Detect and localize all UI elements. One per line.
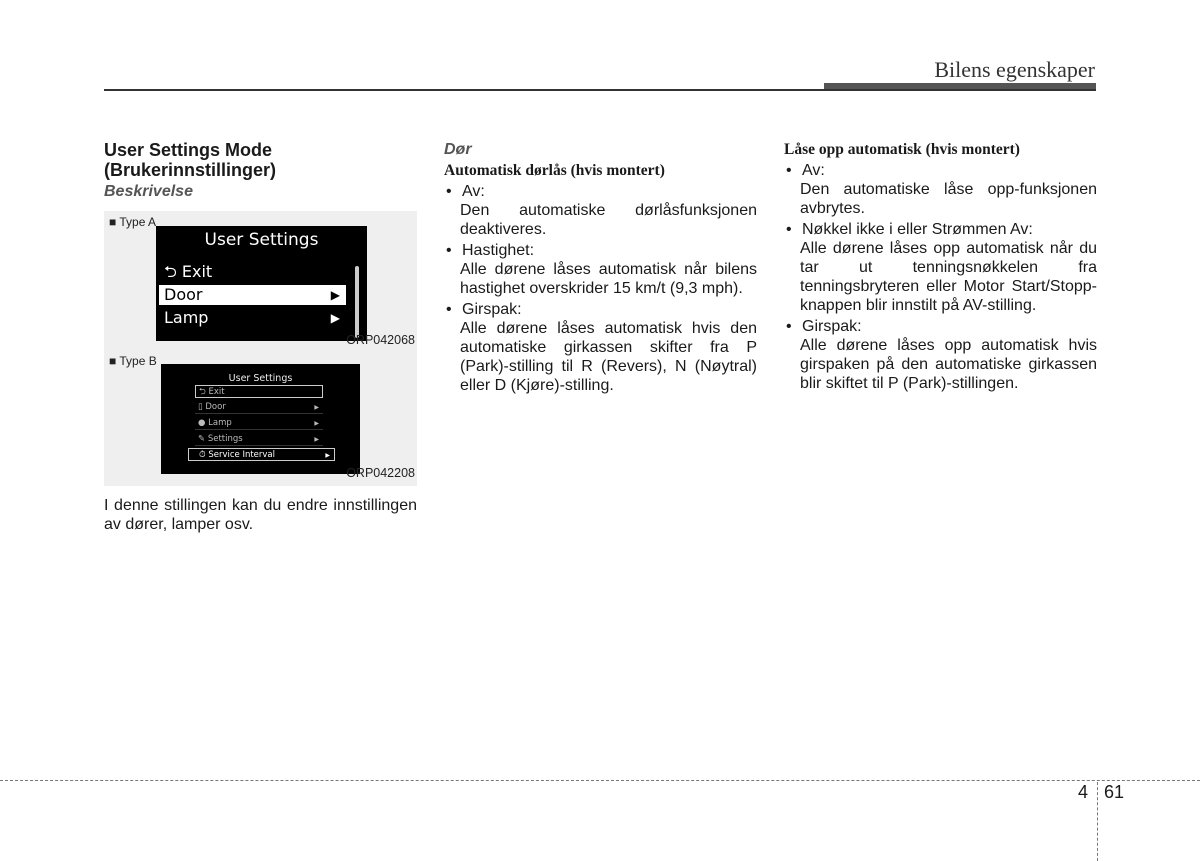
display-screen-type-b — [161, 364, 360, 474]
bullet-dot: • — [446, 183, 452, 200]
bullet-label: Girspak: — [462, 301, 522, 318]
bullet-text: Alle dørene låses opp automatisk hvis girspaken på den automatiske girkassen blir skiftet til P (Park)-stillingen. — [800, 337, 1097, 392]
section-title — [104, 140, 417, 180]
figure-type-b — [104, 348, 417, 486]
bullet-item — [444, 300, 757, 319]
bullet-dot: • — [786, 318, 792, 335]
column-3 — [784, 140, 1097, 393]
bullet-dot: • — [446, 301, 452, 318]
section-title-line-2: (Brukerinnstillinger) — [104, 160, 277, 180]
footer-divider — [1097, 782, 1098, 861]
bullet-label: Girspak: — [802, 318, 862, 335]
arrow-right-icon: ▶ — [325, 452, 330, 459]
page-header-title: Bilens egenskaper — [934, 57, 1095, 82]
bullet-label: Nøkkel ikke i eller Strømmen Av: — [802, 221, 1033, 238]
menu-item-door — [159, 285, 346, 305]
menu-item-lamp — [195, 417, 323, 430]
bullet-item — [784, 220, 1097, 239]
scrollbar-indicator — [355, 266, 359, 338]
bullet-text: Alle dørene låses automatisk hvis den automatiske girkassen skifter fra P (Park)-stilling til R (Revers), N (Nøytral) eller D (Kjøre)-stilling. — [460, 320, 757, 394]
bullet-dot: • — [446, 242, 452, 259]
bullet-dot: • — [786, 221, 792, 238]
bullet-text: Den automatiske låse opp-funksjonen avbrytes. — [800, 181, 1097, 217]
menu-item-label: ⏱ Service Interval — [199, 450, 275, 460]
bullet-text: Den automatiske dørlåsfunksjonen deaktiveres. — [460, 202, 757, 238]
column-1 — [104, 140, 417, 550]
bullet-label: Av: — [802, 162, 825, 179]
display-screen-type-a — [156, 226, 367, 341]
page-number: 61 — [1104, 782, 1125, 802]
menu-item-label: ⮌ Exit — [164, 262, 213, 281]
figure-type-a — [104, 211, 417, 348]
bullet-item — [444, 182, 757, 201]
bullet-item — [444, 241, 757, 260]
heading-auto-unlock: Låse opp automatisk (hvis montert) — [784, 141, 1020, 158]
bullet-text: Alle dørene låses automatisk når bilens hastighet overskrider 15 km/t (9,3 mph). — [460, 261, 757, 297]
subhead-description: Beskrivelse — [104, 183, 193, 200]
column-2 — [444, 140, 757, 395]
bullet-text: Alle dørene låses opp automatisk når du tar ut tenningsnøkkelen fra tenningsbryteren eller Motor Start/Stopp-knappen blir innstilt på AV-stilling. — [800, 240, 1097, 314]
menu-item-exit — [195, 385, 323, 398]
menu-item-door — [195, 401, 323, 414]
arrow-right-icon: ▶ — [314, 436, 319, 443]
menu-item-settings — [195, 433, 323, 446]
figure-label: ■ Type A — [109, 215, 157, 229]
arrow-right-icon: ▶ — [314, 404, 319, 411]
arrow-right-icon: ▶ — [330, 311, 340, 325]
screen-title: User Settings — [228, 373, 293, 384]
body-text: I denne stillingen kan du endre innstillingen av dører, lamper osv. — [104, 497, 417, 533]
footer-rule — [0, 780, 1200, 781]
section-title-line-1: User Settings Mode — [104, 140, 273, 160]
figure-label: ■ Type B — [109, 354, 157, 368]
figure-code: ORP042068 — [346, 333, 415, 347]
menu-item-label: ▯ Door — [198, 402, 226, 412]
bullet-item — [784, 161, 1097, 180]
arrow-right-icon: ▶ — [330, 288, 340, 302]
menu-item-exit — [159, 262, 346, 282]
chapter-number: 4 — [1078, 782, 1089, 802]
menu-item-label: Lamp — [164, 308, 209, 327]
menu-item-service-interval — [188, 448, 335, 461]
heading-auto-door-lock: Automatisk dørlås (hvis montert) — [444, 162, 665, 179]
screen-title: User Settings — [204, 230, 319, 250]
bullet-label: Hastighet: — [462, 242, 535, 259]
header-rule — [104, 89, 1096, 91]
arrow-right-icon: ▶ — [314, 420, 319, 427]
menu-item-label: ✎ Settings — [198, 434, 243, 444]
bullet-label: Av: — [462, 183, 485, 200]
bullet-item — [784, 317, 1097, 336]
menu-item-label: ⮌ Exit — [199, 387, 225, 397]
figure-code: ORP042208 — [346, 466, 415, 480]
menu-item-label: Door — [164, 285, 203, 304]
subhead-door: Dør — [444, 141, 472, 158]
menu-item-lamp — [159, 308, 346, 328]
menu-item-label: ● Lamp — [198, 418, 232, 428]
bullet-dot: • — [786, 162, 792, 179]
